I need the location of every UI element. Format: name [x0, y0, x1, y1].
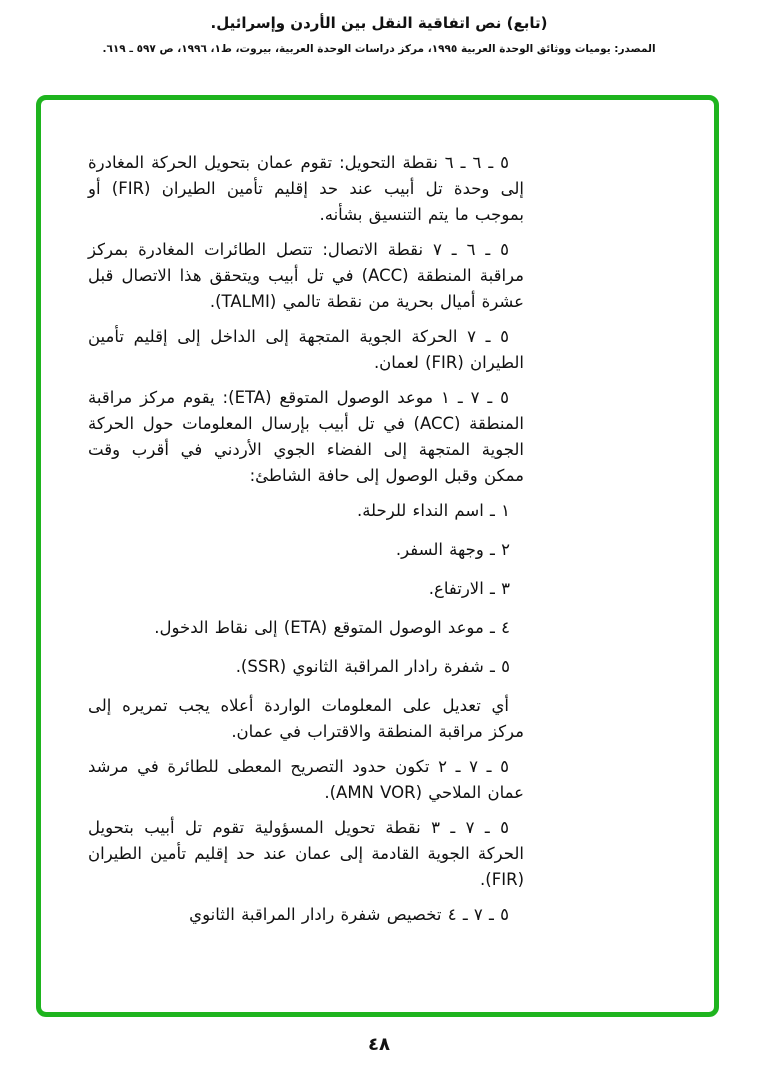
document-header — [0, 14, 758, 55]
content-frame — [36, 95, 719, 1017]
paragraph: ٥ ـ ٦ ـ ٧ نقطة الاتصال: تتصل الطائرات المغادرة بمركز مراقبة المنطقة (ACC) في تل أبيب ويتحقق هذا الاتصال قبل عشرة أميال بحرية من نقطة تالمي (TALMI). — [88, 240, 524, 311]
paragraph: ٥ ـ شفرة رادار المراقبة الثانوي (SSR). — [235, 657, 510, 676]
paragraph: ٥ ـ ٧ ـ ٣ نقطة تحويل المسؤولية تقوم تل أبيب بتحويل الحركة الجوية القادمة إلى عمان عند حد إقليم تأمين الطيران (FIR). — [88, 818, 524, 889]
paragraph: ٤ ـ موعد الوصول المتوقع (ETA) إلى نقاط الدخول. — [154, 618, 510, 637]
paragraph: أي تعديل على المعلومات الواردة أعلاه يجب تمريره إلى مركز مراقبة المنطقة والاقتراب في عمان. — [88, 696, 524, 741]
paragraph: ٥ ـ ٧ الحركة الجوية المتجهة إلى الداخل إلى إقليم تأمين الطيران (FIR) لعمان. — [88, 327, 524, 372]
paragraph: ٥ ـ ٧ ـ ١ موعد الوصول المتوقع (ETA): يقوم مركز مراقبة المنطقة (ACC) في تل أبيب بإرسال المعلومات حول الحركة الجوية المتجهة إلى الفضاء الجوي الأردني في أقرب وقت ممكن وقبل الوصول إلى حافة الشاطئ: — [88, 388, 524, 485]
paragraph: ٥ ـ ٧ ـ ٢ تكون حدود التصريح المعطى للطائرة في مرشد عمان الملاحي (AMN VOR). — [88, 757, 524, 802]
paragraph: ٢ ـ وجهة السفر. — [395, 540, 510, 559]
paragraph: ٥ ـ ٦ ـ ٦ نقطة التحويل: تقوم عمان بتحويل الحركة المغادرة إلى وحدة تل أبيب عند حد إقليم تأمين الطيران (FIR) أو بموجب ما يتم التنسيق بشأنه. — [88, 153, 524, 224]
document-title: (تابع) نص اتفاقية النقل بين الأردن وإسرائيل. — [210, 14, 548, 32]
document-text-column — [88, 150, 524, 928]
paragraph: ٥ ـ ٧ ـ ٤ تخصيص شفرة رادار المراقبة الثانوي — [189, 905, 509, 924]
page-number: ٤٨ — [368, 1034, 390, 1055]
paragraph: ١ ـ اسم النداء للرحلة. — [356, 501, 510, 520]
document-source-line: المصدر: يوميات ووثائق الوحدة العربية ١٩٩٥، مركز دراسات الوحدة العربية، بيروت، ط١، ١٩٩٦، ص ٥٩٧ ـ ٦١٩. — [102, 43, 656, 55]
paragraph: ٣ ـ الارتفاع. — [428, 579, 510, 598]
